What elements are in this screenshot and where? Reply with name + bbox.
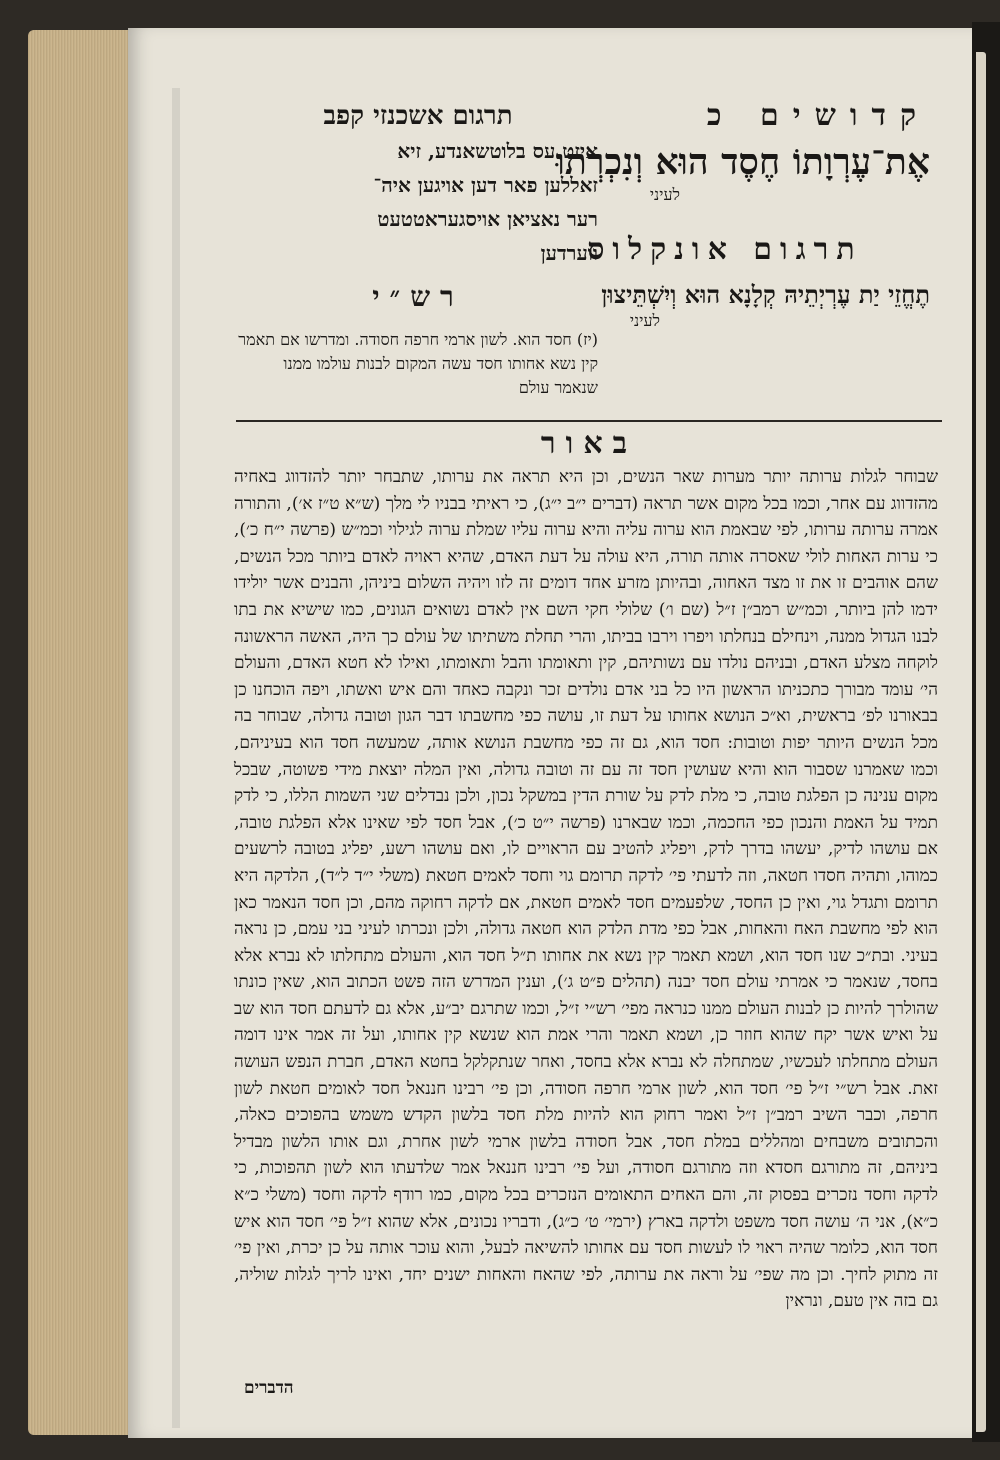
facing-page-edge (972, 22, 1000, 1442)
onkelos-title: תרגום אונקלוס (587, 232, 863, 267)
translation-line: רער נאציאן אויסגעראטטעט (377, 207, 598, 231)
translation-column (238, 100, 598, 400)
rashi-title: רש״י (372, 280, 464, 313)
page-block-edge (28, 30, 128, 1435)
translation-line: ווערדען (540, 241, 598, 265)
page-catchword: הדברים (244, 1378, 294, 1398)
onkelos-catchword: לעיני (629, 311, 660, 330)
gutter-shadow (172, 88, 180, 1428)
translation-line: זאללען פאר דען אויגען איה־ (373, 173, 598, 197)
beur-commentary: שבוחר לגלות ערותה יותר מערות שאר הנשים, וכן היא תראה את ערותו, שתבחר יותר להזדווג באחיה מהזדווג עם אחר, וכמו בכל מקום אשר תראה (דברים י״ב י״ג), כי ראיתי בבניו לי מלך (ש״א ט״ז א׳), והתורה אמרה ערותה ערותו, לפי שבאמת הוא ערוה עליה והיא ערוה עליו שמלת ערוה לגילוי וכמ״ש (פרשה י״ח כ׳), כי ערות האחות לולי שאסרה אותה תורה, היא עולה על דעת האדם, שהיא ראויה לאדם ביותר מכל הנשים, שהם אוהבים זו את זו מצד האחוה, ובהיותן מזרע אחד דומים זה לזו ויהיה השלום ביניהן, והבנים אשר יולידו ידמו להן ביותר, וכמ״ש רמב״ן ז״ל (שם ו׳) שלולי חקי השם אין לאדם נשואים הגונים, כמו שישיא את בתו לבנו הגדול ממנה, וינחילם בנחלתו ויפרו וירבו בביתו, והרי תחלת משתיתו של עולם כך היה, האשה הראשונה לוקחה מצלע האדם, ובניהם נולדו עם נשותיהם, קין ותאומתו והבל ותאומתו, ואילו לא חטא האדם, והעולם הי׳ עומד מבורך כתכניתו הראשון היו כל בני אדם נולדים זכר ונקבה כאחד והם איש ואשתו, ויפה הוכחנו כן בבאורנו לפ׳ בראשית, וא״כ הנושא אחותו על דעת זו, עושה כפי מחשבתו דבר הגון וטובה גדולה, שבוחר בה מכל הנשים היותר יפות וטובות: חסד הוא, גם זה כפי מחשבת הנושא אותה, שמעשה חסד הוא בעיניהם, וכמו שאמרנו שסבור הוא והיא שעושין חסד זה עם זה וטובה גדולה, ואין המלה יוצאת מידי פשוטה, שבכל מקום ענינה כן הפלגת טובה, כי מלת לדק על שורת הדין במשקל נכון, ולכן נבדלים שני השמות הללו, כי לדק תמיד על האמת והנכון כפי החכמה, וכמו שבארנו (פרשה י״ט כ׳), אבל חסד לפי שאינו אלא הפלגת טובה, אם עושהו לדיק, יעשהו בדרך לדק, ויפליג להטיב עם הראויים לו, ואם עושהו רשע, יפליג בטובה לרשעים כמוהו, ותהיה חסדו חטאה, וזה לדעתי פי׳ לדקה תרומם גוי וחסד לאמים חטאת (משלי י״ד ל״ד), הלדקה היא תרומם ותגדל גוי, ואין כן החסד, שלפעמים חסד לאמים חטאת, אם לדקה רחוקה מהם, וכן חסד הנאמר כאן הוא לפי מחשבת האח והאחות, אבל כפי מדת הלדק הוא חטאה גדולה, ולכן ונכרתו לעיני בני עמם, כן נראה בעיני. ובת״כ שנו חסד הוא, ושמא תאמר קין נשא את אחותו ת״ל חסד הוא, והעולם מתחלתו לא נברא אלא בחסד, שנאמר כי אמרתי עולם חסד יבנה (תהלים פ״ט ג׳), וענין המדרש הזה פשט הכתוב הוא, שאין כונתו שהולרך להיות כן לבנות העולם ממנו כנראה מפי׳ רש״י ז״ל, וכמו שתרגם יב״ע, אלא גם לדעתם חסד הוא שב על ואיש אשר יקח שהוא חוזר כן, ושמא תאמר והרי אמת הוא שנשא קין אחותו, ועל זה אמר אינו דומה העולם מתחלתו לעכשיו, שמתחלה לא נברא אלא בחסד, ואחר שנתקלקל בחטא האדם, חברת הנפש העושה זאת. אבל רש״י ז״ל פי׳ חסד הוא, לשון ארמי חרפה חסודה, וכן פי׳ רבינו חננאל חסד לאומים חטאת לשון חרפה, וכבר השיב רמב״ן ז״ל ואמר רחוק הוא להיות מלת חסד בלשון הקדש משמש בהפוכים כאלה, והכתובים משבחים ומהללים במלת חסד, אבל חסודה בלשון ארמי לשון אחרת, וגם אותו הלשון מבדיל ביניהם, זה מתורגם חסדא וזה מתורגם חסודה, ועל פי׳ רבינו חננאל אמר שלדעתו הוא לשון תהפוכות, כי לדקה וחסד נזכרים בפסוק זה, והם האחים התאומים הנזכרים בכל מקום, כמו רודף לדקה וחסד (משלי כ״א כ״א), אני ה׳ עושה חסד משפט ולדקה בארץ (ירמי׳ ט׳ כ״ג), ודבריו נכונים, אלא שהוא ז״ל פי׳ חסד הוא איש חסד הוא, כלומר שהיה ראוי לו לעשות חסד עם אחותו להשיאה לבעל, והוא עוכר אותה על כן יכרת, ואין פי׳ זה מתוק לחיך. וכן מה שפי׳ על וראה את ערותה, לפי שהאח והאחות ישנים יחד, ואינו לריך לגלות שוליה, גם בזה אין טעם, ונראין (234, 467, 939, 1312)
verse-text: אֶת־עֶרְוָתוֹ חֶסֶד הוּא וְנִכְרְתוּ (555, 141, 930, 183)
book-page (128, 28, 972, 1438)
verse-catchword: לעיני (649, 185, 680, 204)
facing-page-sliver (976, 52, 986, 1432)
beur-title: באור (540, 426, 638, 461)
german-translation-title: תרגום אשכנזי קפב (323, 101, 513, 131)
rashi-commentary: (יז) חסד הוא. לשון ארמי חרפה חסודה. ומדרשו אם תאמר קין נשא אחותו חסד עשה המקום לבנות עולמו ממנו שנאמר עולם (238, 330, 598, 397)
section-divider (236, 420, 942, 422)
running-title: קדושים כ (706, 98, 930, 133)
onkelos-text: תֶחֱזֵי יַת עֶרְיְתֵיהּ קְלָנָא הוּא וְיִשְׁתֵּיצוּן (601, 280, 930, 309)
translation-line: איזט עס בלוטשאנדע, זיא (397, 139, 598, 163)
